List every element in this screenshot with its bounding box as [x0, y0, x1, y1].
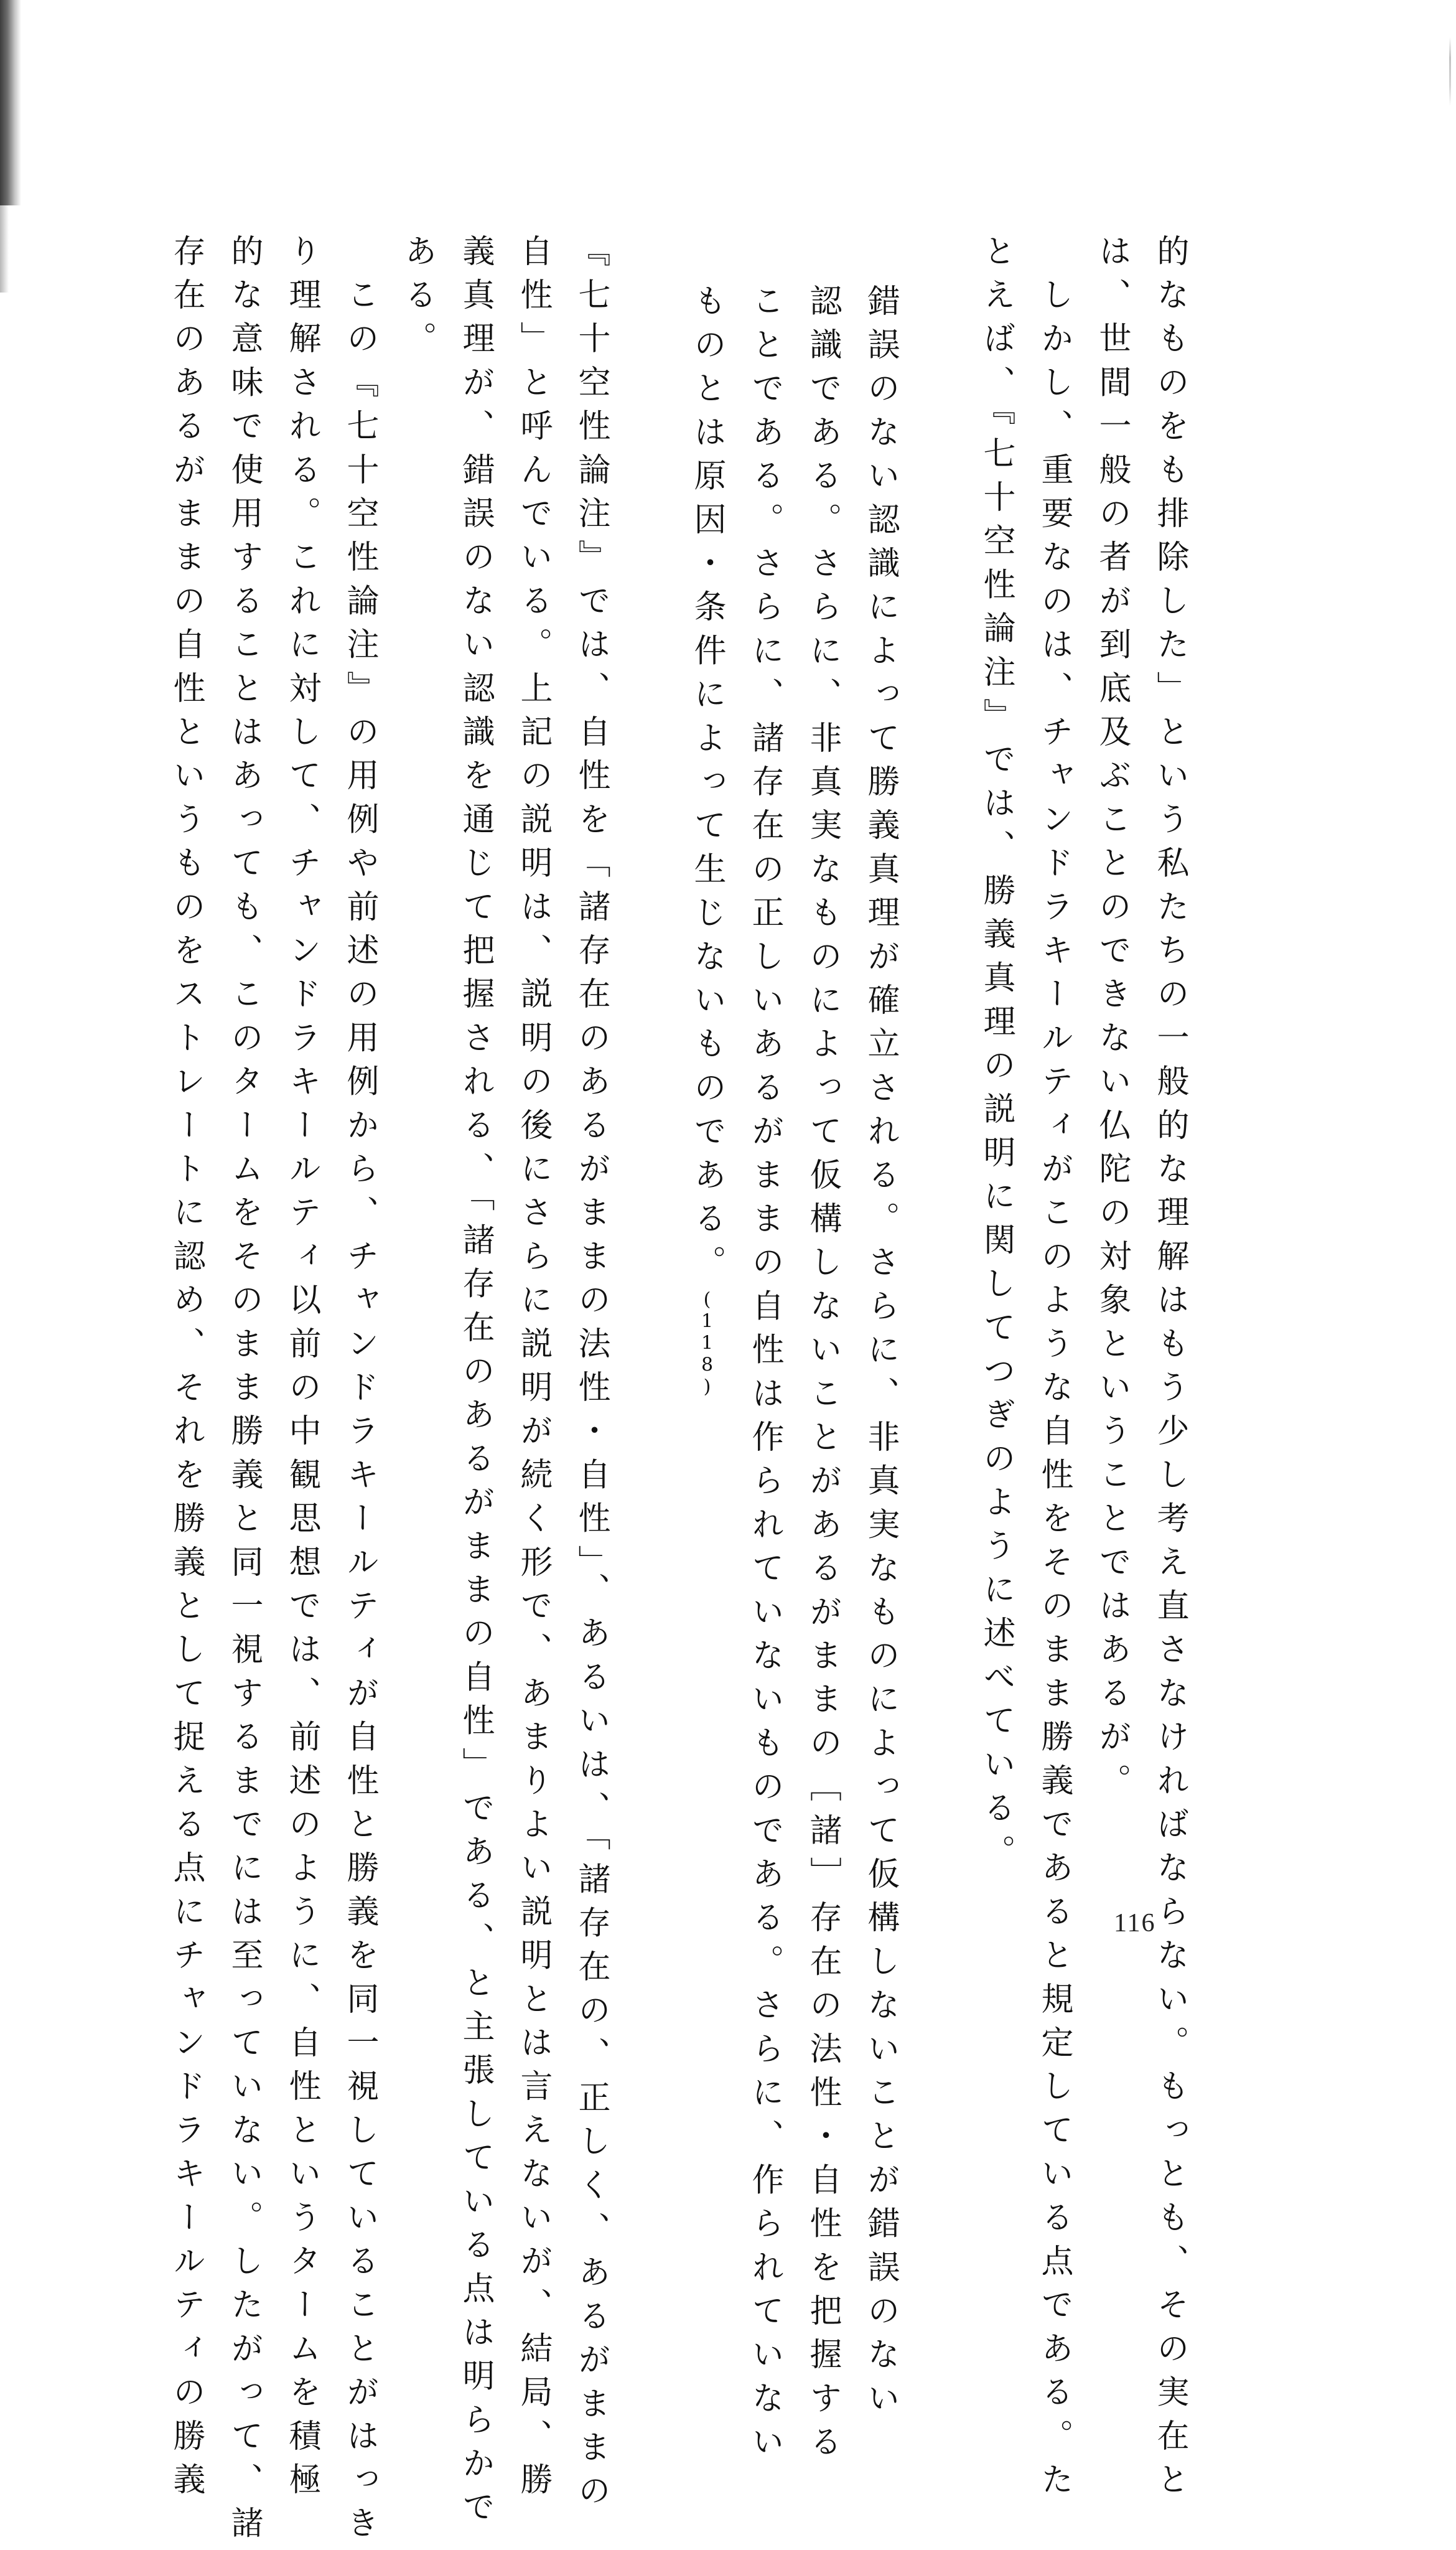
text-column-8: ある。 — [399, 234, 436, 365]
text-column-12: 存在のあるがままの自性というものをストレートに認め、それを勝義として捉える点にチャンドラキールティの勝義 — [167, 234, 205, 2506]
text-column-4: とえば、『七十空性論注』では、勝義真理の説明に関してつぎのように述べている。 — [978, 234, 1015, 1878]
column-gap — [633, 234, 665, 1666]
text-column-2: は、世間一般の者が到底及ぶことのできない仏陀の対象ということではあるが。 — [1093, 234, 1131, 1807]
page-number: 116 — [1114, 1909, 1156, 1938]
text-column-7: 義真理が、錯誤のない認識を通じて把握される、「諸存在のあるがままの自性」である、と主張している点は明らかで — [457, 234, 494, 2534]
quote-column-1: 錯誤のない認識によって勝義真理が確立される。さらに、非真実なものによって仮構しないことが錯誤のない — [862, 284, 899, 2425]
note-reference: (118) — [696, 1288, 718, 1398]
scan-shadow-left-lower — [0, 205, 9, 293]
text-column-1: 的なものをも排除した」という私たちの一般的な理解はもう少し考え直さなければならない。もっとも、その実在と — [1151, 234, 1188, 2506]
quote-column-4-text: ものとは原因・条件によって生じないものである。 — [688, 284, 726, 1289]
quote-column-3: ことである。さらに、諸存在の正しいあるがままの自性は作られていないものである。さらに、作られていない — [746, 284, 783, 2468]
text-column-5: 『七十空性論注』では、自性を「諸存在のあるがままの法性・自性」、あるいは、「諸存在の、正しく、あるがままの — [572, 234, 610, 2518]
column-gap — [922, 234, 954, 1666]
quote-column-2: 認識である。さらに、非真実なものによって仮構しないことがあるがままの［諸］存在の法性・自性を把握する — [804, 284, 841, 2468]
text-column-6: 自性」と呼んでいる。上記の説明は、説明の後にさらに説明が続く形で、あまりよい説明とは言えないが、結局、勝 — [515, 234, 552, 2506]
quote-column-4 — [688, 284, 726, 1666]
scan-mark-right — [1449, 37, 1451, 106]
text-column-11: 的な意味で使用することはあっても、このタームをそのまま勝義と同一視するまでには至っていない。したがって、諸 — [225, 234, 263, 2550]
scan-shadow-left — [0, 0, 21, 205]
text-column-3: しかし、重要なのは、チャンドラキールティがこのような自性をそのまま勝義であると規定している点である。た — [1035, 234, 1073, 2506]
text-column-10: り理解される。これに対して、チャンドラキールティ以前の中観思想では、前述のように、自性というタームを積極 — [283, 234, 320, 2506]
text-column-9: この『七十空性論注』の用例や前述の用例から、チャンドラキールティが自性と勝義を同一視していることがはっき — [341, 234, 378, 2550]
